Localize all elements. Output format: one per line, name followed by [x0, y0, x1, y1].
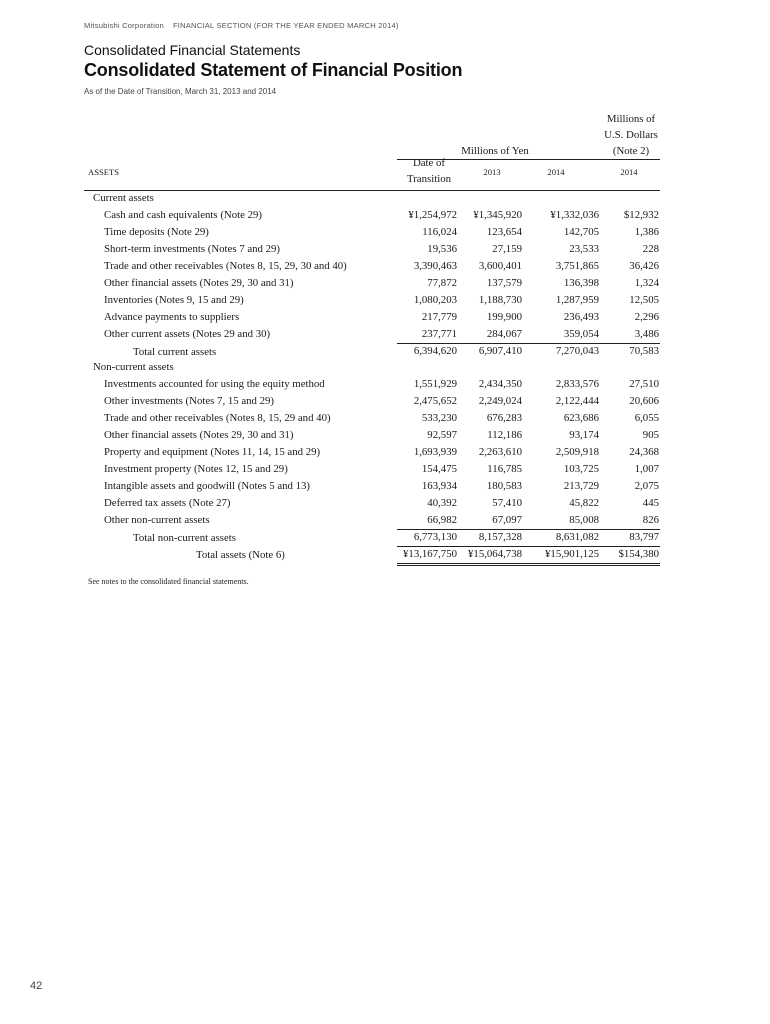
value-transition: 19,536 [427, 243, 457, 255]
value-2013: 3,600,401 [478, 260, 522, 272]
value-2013: 1,188,730 [478, 294, 522, 306]
value-2014-usd: $12,932 [623, 209, 659, 221]
value-transition: 163,934 [421, 480, 457, 492]
value-2014-yen: ¥1,332,036 [550, 209, 599, 221]
assets-label: ASSETS [88, 167, 120, 177]
value-2014-usd: 1,007 [634, 463, 659, 475]
value-2014-yen: 623,686 [563, 412, 599, 424]
col4-header: 2014 [620, 167, 638, 177]
table-row [0, 514, 770, 530]
table-row [0, 395, 770, 411]
value-2013: ¥1,345,920 [473, 209, 522, 221]
double-rule-top [397, 563, 598, 564]
running-header [84, 21, 399, 30]
value-2014-usd: 83,797 [629, 531, 659, 543]
page-title: Consolidated Statement of Financial Position [84, 60, 463, 80]
value-2014-yen: 93,174 [569, 429, 599, 441]
value-transition: 3,390,463 [413, 260, 457, 272]
value-2014-usd: 1,386 [634, 226, 659, 238]
subtotal-rule [397, 529, 598, 530]
value-transition: 2,475,652 [413, 395, 457, 407]
value-2013: 57,410 [492, 497, 522, 509]
value-transition: 1,080,203 [413, 294, 457, 306]
subtotal-rule-usd [598, 529, 660, 530]
subtotal-rule [397, 343, 598, 344]
total-current-row [0, 345, 770, 361]
value-2014-usd: $154,380 [618, 548, 659, 560]
value-transition: 6,773,130 [413, 531, 457, 543]
table-row [0, 226, 770, 242]
value-2013: 2,434,350 [478, 378, 522, 390]
row-label: Short-term investments (Notes 7 and 29) [104, 243, 281, 255]
value-2013: ¥15,064,738 [468, 548, 522, 560]
col1-header-line2: Transition [407, 173, 451, 185]
row-label: Other non-current assets [104, 514, 210, 526]
value-2014-usd: 2,075 [634, 480, 659, 492]
value-2013: 112,186 [487, 429, 522, 441]
value-2014-yen: 142,705 [563, 226, 599, 238]
total-rule [397, 546, 598, 547]
value-2014-usd: 6,055 [634, 412, 659, 424]
value-2014-usd: 1,324 [634, 277, 659, 289]
value-2014-yen: 7,270,043 [555, 345, 599, 357]
row-label: Property and equipment (Notes 11, 14, 15 and 29) [104, 446, 321, 458]
value-2014-usd: 27,510 [629, 378, 659, 390]
row-label: Other financial assets (Notes 29, 30 and 31) [104, 429, 294, 441]
value-2014-usd: 70,583 [629, 345, 659, 357]
value-2014-usd: 24,368 [629, 446, 659, 458]
double-rule-top-usd [598, 563, 660, 564]
value-2013: 2,263,610 [478, 446, 522, 458]
value-2013: 2,249,024 [478, 395, 522, 407]
value-2014-usd: 445 [642, 497, 659, 509]
row-label: Cash and cash equivalents (Note 29) [104, 209, 263, 221]
row-label: Investments accounted for using the equity method [104, 378, 325, 390]
value-transition: 66,982 [427, 514, 457, 526]
value-transition: 40,392 [427, 497, 457, 509]
value-2014-yen: 2,509,918 [555, 446, 599, 458]
table-row [0, 480, 770, 496]
row-label: Other financial assets (Notes 29, 30 and 31) [104, 277, 294, 289]
table-row [0, 446, 770, 462]
table-row [0, 378, 770, 394]
page-subtitle: As of the Date of Transition, March 31, 2013 and 2014 [84, 87, 277, 96]
value-2013: 123,654 [486, 226, 522, 238]
value-transition: 92,597 [427, 429, 457, 441]
value-transition: ¥13,167,750 [403, 548, 457, 560]
table-row [0, 260, 770, 276]
value-2014-usd: 228 [642, 243, 659, 255]
value-2014-yen: ¥15,901,125 [545, 548, 599, 560]
value-2014-yen: 45,822 [569, 497, 599, 509]
row-label: Other investments (Notes 7, 15 and 29) [104, 395, 275, 407]
col2-header: 2013 [483, 167, 501, 177]
value-transition: 154,475 [421, 463, 457, 475]
col3-header: 2014 [547, 167, 565, 177]
value-2013: 27,159 [492, 243, 522, 255]
value-2013: 284,067 [486, 328, 522, 340]
total-assets-row [0, 548, 770, 564]
value-2014-yen: 2,122,444 [555, 395, 599, 407]
row-label: Deferred tax assets (Note 27) [104, 497, 231, 509]
row-label: Intangible assets and goodwill (Notes 5 and 13) [104, 480, 311, 492]
value-2013: 6,907,410 [478, 345, 522, 357]
row-label: Time deposits (Note 29) [104, 226, 209, 238]
value-transition: 116,024 [422, 226, 457, 238]
row-label: Total current assets [133, 346, 217, 358]
row-label: Trade and other receivables (Notes 8, 15, 29, 30 and 40) [104, 260, 347, 272]
section-name: FINANCIAL SECTION (FOR THE YEAR ENDED MARCH 2014) [172, 21, 399, 30]
total-noncurrent-row [0, 531, 770, 547]
company-name: Mitsubishi Corporation [84, 21, 164, 30]
statements-heading: Consolidated Financial Statements [84, 42, 301, 58]
usd-header-line2: U.S. Dollars [604, 129, 658, 141]
value-transition: 237,771 [421, 328, 457, 340]
row-label: Inventories (Notes 9, 15 and 29) [104, 294, 244, 306]
value-transition: 533,230 [421, 412, 457, 424]
value-transition: 1,693,939 [413, 446, 457, 458]
table-row [0, 277, 770, 293]
value-2014-yen: 236,493 [563, 311, 599, 323]
table-row [0, 209, 770, 225]
subtotal-rule-usd [598, 343, 660, 344]
row-label: Other current assets (Notes 29 and 30) [104, 328, 271, 340]
value-2014-yen: 1,287,959 [555, 294, 599, 306]
usd-header-line3: (Note 2) [612, 145, 650, 157]
value-2013: 180,583 [486, 480, 522, 492]
value-transition: 1,551,929 [413, 378, 457, 390]
table-row [0, 412, 770, 428]
value-2014-usd: 20,606 [629, 395, 659, 407]
value-2014-usd: 905 [642, 429, 659, 441]
value-2014-usd: 36,426 [629, 260, 659, 272]
value-2014-usd: 12,505 [629, 294, 659, 306]
row-label: Trade and other receivables (Notes 8, 15, 29 and 40) [104, 412, 331, 424]
value-2014-yen: 2,833,576 [555, 378, 599, 390]
row-label: Total assets (Note 6) [196, 549, 285, 561]
table-row [0, 328, 770, 344]
value-2014-yen: 359,054 [563, 328, 599, 340]
value-2014-yen: 8,631,082 [555, 531, 599, 543]
col1-header-line1: Date of [412, 157, 446, 169]
usd-header-line1: Millions of [606, 113, 656, 125]
value-2014-yen: 3,751,865 [555, 260, 599, 272]
footnote: See notes to the consolidated financial statements. [88, 577, 249, 586]
yen-header: Millions of Yen [461, 145, 529, 157]
value-2014-yen: 23,533 [569, 243, 599, 255]
value-2013: 8,157,328 [478, 531, 522, 543]
value-transition: 217,779 [421, 311, 457, 323]
value-transition: ¥1,254,972 [408, 209, 457, 221]
value-transition: 6,394,620 [413, 345, 457, 357]
value-2014-yen: 85,008 [569, 514, 599, 526]
page-number: 42 [30, 980, 43, 992]
usd-header-rule [598, 159, 660, 160]
value-2013: 676,283 [486, 412, 522, 424]
table-row [0, 243, 770, 259]
value-2013: 199,900 [486, 311, 522, 323]
value-2014-yen: 213,729 [563, 480, 599, 492]
value-2014-usd: 2,296 [634, 311, 659, 323]
table-row [0, 463, 770, 479]
row-label: Investment property (Notes 12, 15 and 29) [104, 463, 288, 475]
header-bottom-rule [84, 190, 660, 191]
current-assets-heading: Current assets [93, 192, 154, 204]
table-row [0, 311, 770, 327]
table-row [0, 429, 770, 445]
value-2014-usd: 826 [642, 514, 659, 526]
double-rule-bottom-usd [598, 565, 660, 566]
value-2013: 137,579 [486, 277, 522, 289]
double-rule-bottom [397, 565, 598, 566]
table-row [0, 497, 770, 513]
total-rule-usd [598, 546, 660, 547]
value-2013: 67,097 [492, 514, 522, 526]
value-2013: 116,785 [487, 463, 522, 475]
noncurrent-assets-heading: Non-current assets [93, 361, 174, 373]
value-2014-yen: 103,725 [563, 463, 599, 475]
value-2014-yen: 136,398 [563, 277, 599, 289]
row-label: Total non-current assets [133, 532, 236, 544]
value-2014-usd: 3,486 [634, 328, 659, 340]
row-label: Advance payments to suppliers [104, 311, 240, 323]
table-row [0, 294, 770, 310]
value-transition: 77,872 [427, 277, 457, 289]
